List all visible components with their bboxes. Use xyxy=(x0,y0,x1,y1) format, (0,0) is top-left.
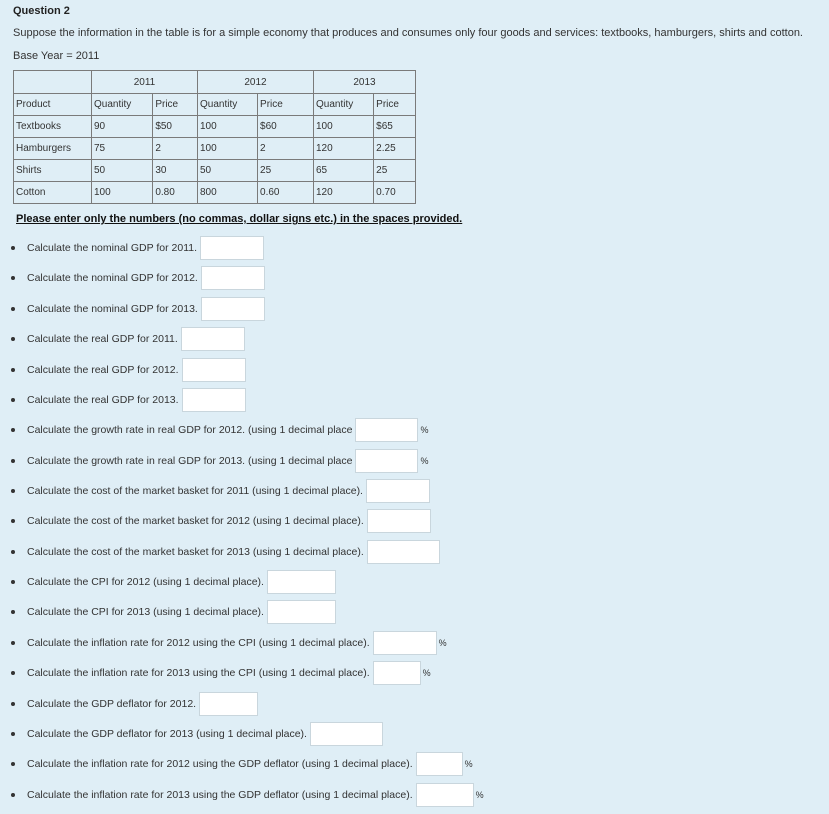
question-text: Calculate the cost of the market basket for 2013 (using 1 decimal place). xyxy=(27,546,364,558)
question-item xyxy=(11,631,447,655)
question-item xyxy=(11,509,431,533)
question-text: Calculate the real GDP for 2013. xyxy=(27,394,179,406)
bullet-icon xyxy=(11,337,15,341)
table-row xyxy=(14,138,416,160)
column-header: Price xyxy=(258,94,314,116)
bullet-icon xyxy=(11,580,15,584)
table-cell: 2 xyxy=(153,138,198,160)
column-header: Product xyxy=(14,94,92,116)
question-text: Calculate the nominal GDP for 2011. xyxy=(27,242,198,254)
table-cell: 2 xyxy=(258,138,314,160)
question-text: Calculate the inflation rate for 2012 using the CPI (using 1 decimal place). xyxy=(27,637,370,649)
percent-sign: % xyxy=(420,425,429,435)
question-item xyxy=(11,661,431,685)
table-cell: 65 xyxy=(314,160,374,182)
table-cell: $60 xyxy=(258,116,314,138)
base-year: Base Year = 2011 xyxy=(13,50,100,62)
table-cell: 800 xyxy=(198,182,258,204)
answer-input-basket-cost-2013[interactable] xyxy=(367,540,440,564)
column-header: Quantity xyxy=(198,94,258,116)
bullet-icon xyxy=(11,398,15,402)
question-item xyxy=(11,297,265,321)
question-text: Calculate the real GDP for 2011. xyxy=(27,333,178,345)
table-cell: 90 xyxy=(92,116,153,138)
answer-input-cpi-2012[interactable] xyxy=(267,570,336,594)
answer-input-gdp-deflator-2013[interactable] xyxy=(310,722,383,746)
table-row xyxy=(14,116,416,138)
question-text: Calculate the inflation rate for 2012 using the GDP deflator (using 1 decimal place). xyxy=(27,758,413,770)
column-header-row xyxy=(14,94,416,116)
empty-header-cell xyxy=(14,71,92,94)
table-cell: $65 xyxy=(374,116,416,138)
year-2011-header: 2011 xyxy=(92,71,198,94)
table-cell: 50 xyxy=(198,160,258,182)
question-item xyxy=(11,570,336,594)
table-row xyxy=(14,160,416,182)
bullet-icon xyxy=(11,610,15,614)
question-item xyxy=(11,722,383,746)
question-item xyxy=(11,752,473,776)
column-header: Quantity xyxy=(92,94,153,116)
year-header-row xyxy=(14,71,416,94)
percent-sign: % xyxy=(438,638,447,648)
bullet-icon xyxy=(11,459,15,463)
table-cell: 25 xyxy=(258,160,314,182)
year-2012-header: 2012 xyxy=(198,71,314,94)
answer-input-nominal-gdp-2011[interactable] xyxy=(200,236,264,260)
answer-input-cpi-2013[interactable] xyxy=(267,600,336,624)
bullet-icon xyxy=(11,519,15,523)
table-cell: 25 xyxy=(374,160,416,182)
table-cell: 75 xyxy=(92,138,153,160)
question-item xyxy=(11,600,336,624)
answer-input-basket-cost-2012[interactable] xyxy=(367,509,431,533)
answer-input-nominal-gdp-2013[interactable] xyxy=(201,297,265,321)
bullet-icon xyxy=(11,550,15,554)
question-item xyxy=(11,783,484,807)
table-cell: 100 xyxy=(198,116,258,138)
question-item xyxy=(11,388,246,412)
answer-input-gdp-deflator-2012[interactable] xyxy=(199,692,258,716)
question-item xyxy=(11,327,245,351)
table-cell: 0.80 xyxy=(153,182,198,204)
column-header: Quantity xyxy=(314,94,374,116)
table-cell: 0.60 xyxy=(258,182,314,204)
question-text: Calculate the CPI for 2012 (using 1 decimal place). xyxy=(27,576,264,588)
question-item xyxy=(11,692,258,716)
question-item xyxy=(11,418,429,442)
bullet-icon xyxy=(11,793,15,797)
percent-sign: % xyxy=(464,759,473,769)
economy-table xyxy=(13,70,416,204)
question-item xyxy=(11,540,440,564)
table-cell: 50 xyxy=(92,160,153,182)
answer-input-growth-real-gdp-2013[interactable] xyxy=(355,449,418,473)
year-2013-header: 2013 xyxy=(314,71,416,94)
question-item xyxy=(11,236,264,260)
question-item xyxy=(11,449,429,473)
bullet-icon xyxy=(11,368,15,372)
table-cell: 120 xyxy=(314,138,374,160)
bullet-icon xyxy=(11,702,15,706)
question-text: Calculate the GDP deflator for 2012. xyxy=(27,698,197,710)
bullet-icon xyxy=(11,671,15,675)
question-text: Calculate the cost of the market basket for 2011 (using 1 decimal place). xyxy=(27,485,363,497)
table-cell: 0.70 xyxy=(374,182,416,204)
table-cell: 100 xyxy=(92,182,153,204)
question-title: Question 2 xyxy=(13,5,70,17)
answer-input-real-gdp-2012[interactable] xyxy=(182,358,246,382)
answer-input-inflation-deflator-2012[interactable] xyxy=(416,752,463,776)
instruction-text: Please enter only the numbers (no commas, dollar signs etc.) in the spaces provided. xyxy=(16,213,463,225)
answer-input-inflation-cpi-2013[interactable] xyxy=(373,661,421,685)
table-cell: 30 xyxy=(153,160,198,182)
bullet-icon xyxy=(11,307,15,311)
answer-input-inflation-cpi-2012[interactable] xyxy=(373,631,437,655)
bullet-icon xyxy=(11,428,15,432)
answer-input-nominal-gdp-2012[interactable] xyxy=(201,266,265,290)
percent-sign: % xyxy=(420,456,429,466)
table-cell: Textbooks xyxy=(14,116,92,138)
column-header: Price xyxy=(374,94,416,116)
table-cell: Hamburgers xyxy=(14,138,92,160)
question-item xyxy=(11,266,265,290)
answer-input-real-gdp-2011[interactable] xyxy=(181,327,245,351)
question-text: Calculate the real GDP for 2012. xyxy=(27,364,179,376)
question-text: Calculate the nominal GDP for 2013. xyxy=(27,303,198,315)
bullet-icon xyxy=(11,732,15,736)
question-intro: Suppose the information in the table is for a simple economy that produces and consumes only four goods and services: textbooks, hamburgers, shirts and cotton. xyxy=(13,27,803,39)
percent-sign: % xyxy=(475,790,484,800)
table-cell: 100 xyxy=(198,138,258,160)
bullet-icon xyxy=(11,489,15,493)
column-header: Price xyxy=(153,94,198,116)
question-item xyxy=(11,358,246,382)
question-text: Calculate the growth rate in real GDP for 2013. (using 1 decimal place xyxy=(27,455,353,467)
table-cell: Shirts xyxy=(14,160,92,182)
bullet-icon xyxy=(11,762,15,766)
table-cell: $50 xyxy=(153,116,198,138)
question-text: Calculate the nominal GDP for 2012. xyxy=(27,272,198,284)
question-text: Calculate the cost of the market basket for 2012 (using 1 decimal place). xyxy=(27,515,364,527)
answer-input-real-gdp-2013[interactable] xyxy=(182,388,246,412)
bullet-icon xyxy=(11,641,15,645)
table-cell: 2.25 xyxy=(374,138,416,160)
bullet-icon xyxy=(11,246,15,250)
question-text: Calculate the growth rate in real GDP for 2012. (using 1 decimal place xyxy=(27,424,353,436)
answer-input-basket-cost-2011[interactable] xyxy=(366,479,430,503)
question-text: Calculate the inflation rate for 2013 using the CPI (using 1 decimal place). xyxy=(27,667,370,679)
table-row xyxy=(14,182,416,204)
question-text: Calculate the GDP deflator for 2013 (using 1 decimal place). xyxy=(27,728,307,740)
table-cell: 100 xyxy=(314,116,374,138)
question-text: Calculate the inflation rate for 2013 using the GDP deflator (using 1 decimal place). xyxy=(27,789,413,801)
question-text: Calculate the CPI for 2013 (using 1 decimal place). xyxy=(27,606,264,618)
answer-input-growth-real-gdp-2012[interactable] xyxy=(355,418,418,442)
percent-sign: % xyxy=(422,668,431,678)
answer-input-inflation-deflator-2013[interactable] xyxy=(416,783,474,807)
table-cell: 120 xyxy=(314,182,374,204)
table-cell: Cotton xyxy=(14,182,92,204)
question-item xyxy=(11,479,430,503)
bullet-icon xyxy=(11,276,15,280)
